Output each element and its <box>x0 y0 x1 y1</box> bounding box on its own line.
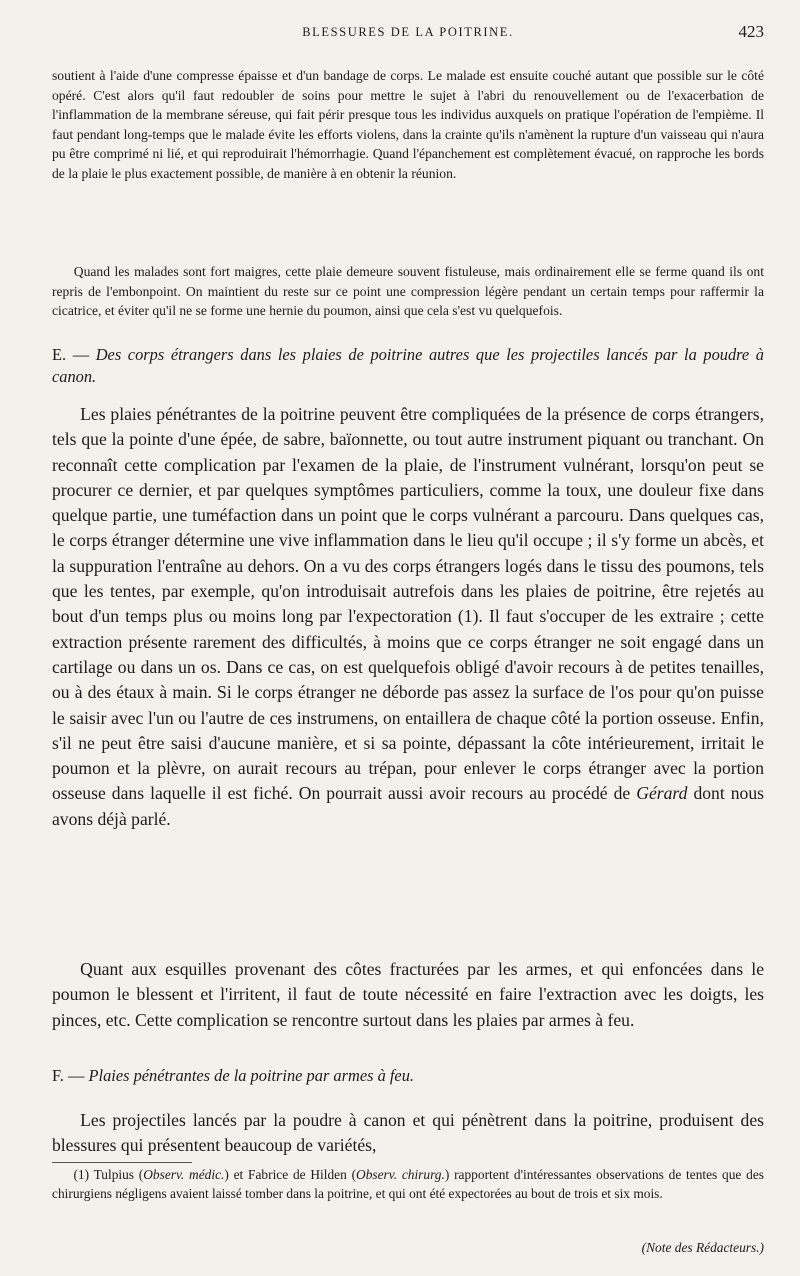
section-dash: — <box>63 1066 89 1085</box>
footnote-signature: (Note des Rédacteurs.) <box>641 1240 764 1255</box>
footnote-divider <box>52 1162 192 1163</box>
page-number: 423 <box>738 22 764 41</box>
author-name: Gérard <box>636 783 688 804</box>
footnote-text: ) rapportent d'intéressantes observations de tentes que des chirurgiens négligens avaient laissé tomber dans la poitrine, et qui ont été expectorées au bout de trois et six mois. <box>52 1167 764 1201</box>
footnote-text: (1) Tulpius ( <box>73 1167 144 1182</box>
section-heading-f <box>52 1065 764 1087</box>
section-e-paragraph-2: Quant aux esquilles provenant des côtes fracturées par les armes, et qui enfoncées dans le poumon le blessent et l'irritent, il faut de toute nécessité en faire l'extraction avec les doigts, les pinces, etc. Cette complication se rencontre surtout dans les plaies par armes à feu. <box>52 959 764 1030</box>
paragraph-fistula: Quand les malades sont fort maigres, cette plaie demeure souvent fistuleuse, mais ordinairement elle se ferme quand ils ont repris de l'embonpoint. On maintient du reste sur ce point une compression légère pendant un certain temps pour raffermir la cicatrice, et éviter qu'il ne se forme une hernie du poumon, ainsi que cela s'est vu quelquefois. <box>52 264 764 319</box>
section-dash: — <box>66 345 96 364</box>
section-e-paragraph <box>52 402 764 832</box>
section-letter: E. <box>52 345 67 364</box>
section-e-text-end: dont nous avons déjà parlé. <box>52 783 764 829</box>
section-letter: F. <box>52 1066 64 1085</box>
footnote-text: ) et Fabrice de Hilden ( <box>224 1167 357 1182</box>
section-e-text: Les plaies pénétrantes de la poitrine peuvent être compliquées de la présence de corps étrangers, tels que la pointe d'une épée, de sabre, baïonnette, ou tout autre instrument piquant ou tranchant. On reconnaît cette complication par l'examen de la plaie, de l'instrument vulnérant, lorsqu'on peut se procurer ce dernier, et par quelques symptômes particuliers, comme la toux, une douleur fixe dans quelque partie, une tuméfaction dans un point que le corps vulnérant a parcouru. Dans quelques cas, le corps étranger détermine une vive inflammation dans le lieu qu'il occupe ; il s'y forme un abcès, et la suppuration l'entraîne au dehors. On a vu des corps étrangers logés dans le tissu des poumons, tels que les tentes, par exemple, qu'on introduisait autrefois dans les plaies de poitrine, être rejetés au bout d'un temps plus ou moins long par l'expectoration (1). Il faut s'occuper de les extraire ; cette extraction présente rarement des difficultés, à moins que ce corps étranger ne soit engagé dans un cartilage ou dans un os. Dans ce cas, on est quelquefois obligé d'avoir recours à de petites tenailles, ou à des étaux à main. Si le corps étranger ne déborde pas assez la surface de l'os pour qu'on puisse le saisir avec l'un ou l'autre de ces instrumens, on entaillera de chaque côté la portion osseuse. Enfin, s'il ne peut être saisi d'aucune manière, et si sa pointe, dépassant la côte intérieurement, irritait le poumon et la plèvre, on aurait recours au trépan, pour enlever le corps étranger avec la portion osseuse dans laquelle il est fiché. On pourrait aussi avoir recours au procédé de <box>52 404 764 804</box>
section-heading-e <box>52 344 764 388</box>
footnote-citation: Observ. médic. <box>143 1167 225 1182</box>
page-header <box>52 22 764 46</box>
section-title: Plaies pénétrantes de la poitrine par armes à feu. <box>88 1066 414 1085</box>
opening-paragraph: soutient à l'aide d'une compresse épaisse et d'un bandage de corps. Le malade est ensuite couché autant que possible sur le côté opéré. C'est alors qu'il faut redoubler de soins pour mettre le sujet à l'abri du renouvellement ou de l'exacerbation de l'inflammation de la membrane séreuse, qui fait périr presque tous les individus auxquels on pratique l'opération de l'empième. Il faut pendant long-temps que le malade évite les efforts violens, dans la crainte qu'ils n'amènent la rupture d'un vaisseau qui n'aura pu être comprimé ni lié, et qui reproduirait l'hémorrhagie. Quand l'épanchement est complètement évacué, on rapproche les bords de la plaie le plus exactement possible, de manière à en obtenir la réunion. <box>52 68 764 181</box>
footnote-citation: Observ. chirurg. <box>356 1167 445 1182</box>
section-f-paragraph: Les projectiles lancés par la poudre à canon et qui pénètrent dans la poitrine, produisent des blessures qui présentent beaucoup de variétés, <box>52 1110 764 1156</box>
footnote <box>52 1166 764 1203</box>
section-title: Des corps étrangers dans les plaies de poitrine autres que les projectiles lancés par la poudre à canon. <box>52 345 764 386</box>
running-head: BLESSURES DE LA POITRINE. <box>302 25 514 39</box>
